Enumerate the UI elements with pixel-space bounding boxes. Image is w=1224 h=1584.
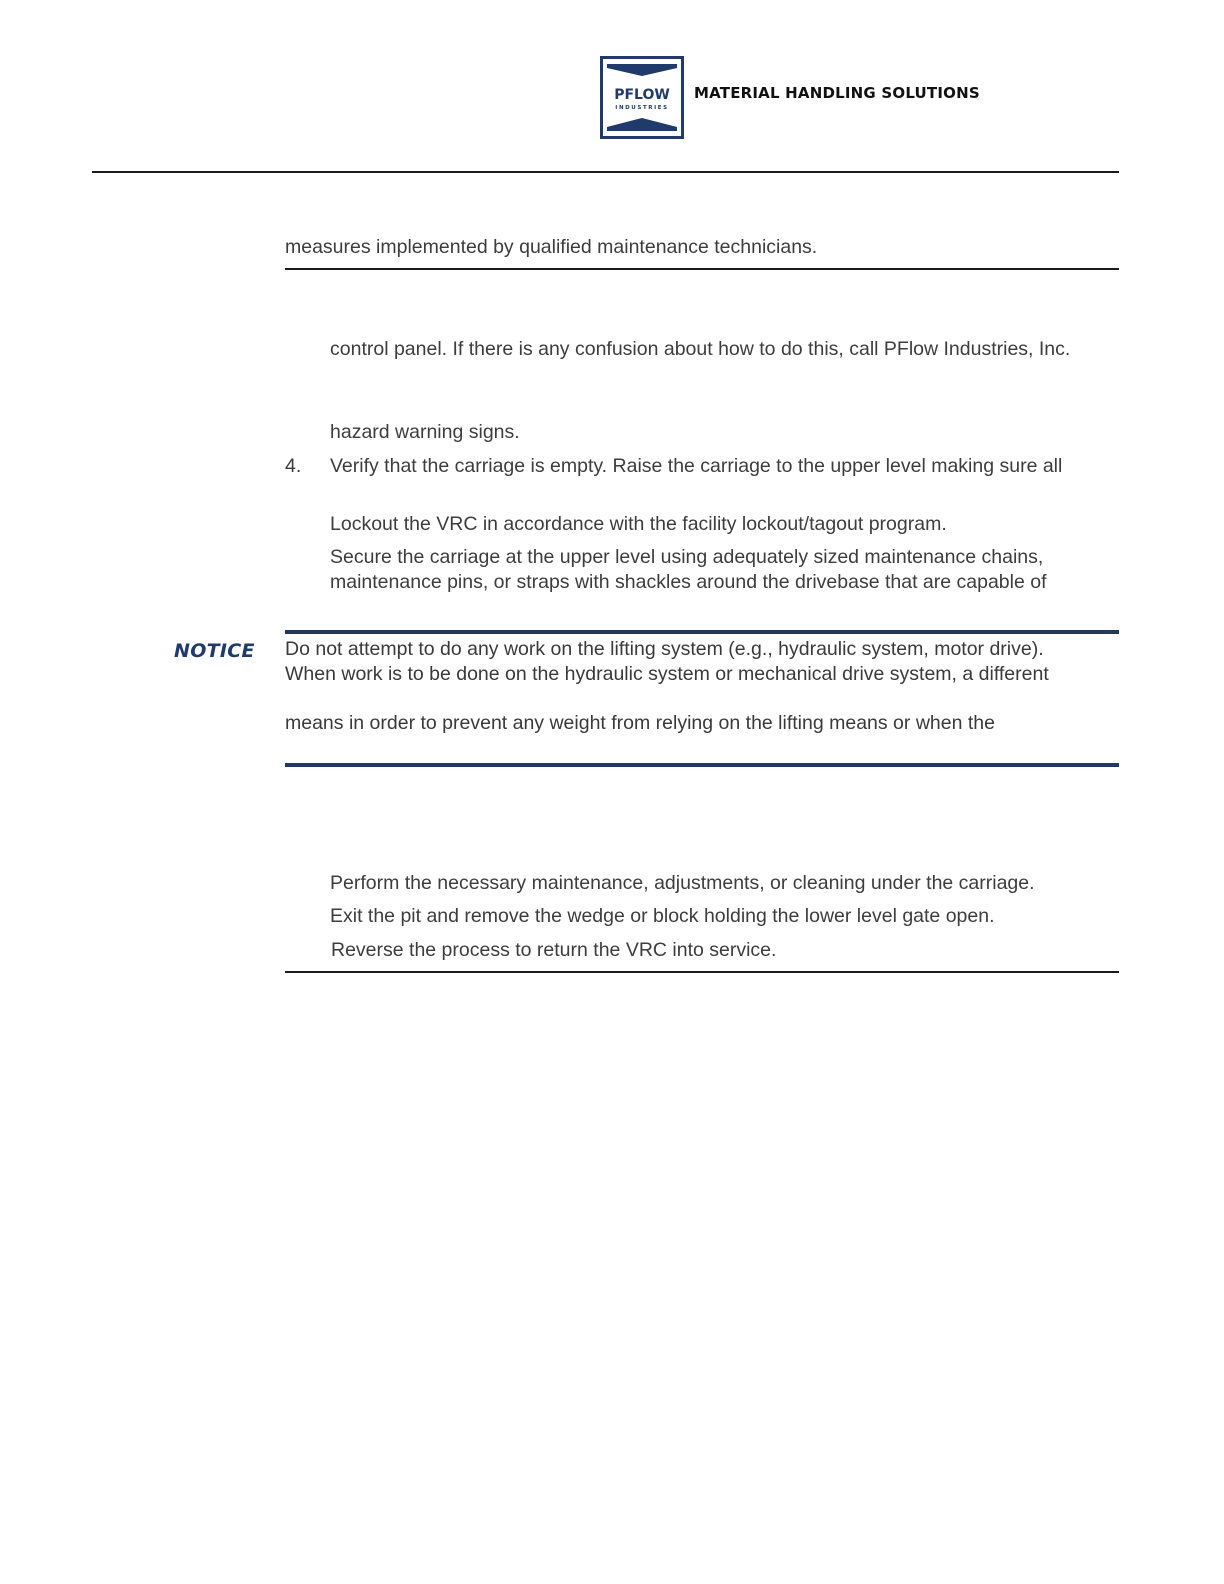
notice-top-rule [285, 630, 1119, 634]
text-reverse-process: Reverse the process to return the VRC into service. [331, 939, 777, 961]
step-4-number: 4. [285, 455, 302, 477]
step-4-text: Verify that the carriage is empty. Raise the carriage to the upper level making sure all [330, 455, 1063, 477]
text-hazard-signs: hazard warning signs. [330, 421, 520, 443]
section-divider-bottom [285, 971, 1119, 973]
pflow-logo [600, 56, 684, 139]
notice-label: NOTICE [174, 640, 255, 662]
text-exit-pit: Exit the pit and remove the wedge or block holding the lower level gate open. [330, 905, 995, 927]
notice-line-2: When work is to be done on the hydraulic system or mechanical drive system, a different [285, 663, 1049, 685]
text-secure-line-2: maintenance pins, or straps with shackles around the drivebase that are capable of [330, 571, 1047, 593]
logo-brand-text: PFLOW [614, 87, 670, 103]
brand-tagline: MATERIAL HANDLING SOLUTIONS [694, 84, 980, 102]
text-perform-maintenance: Perform the necessary maintenance, adjustments, or cleaning under the carriage. [330, 872, 1035, 894]
text-measures: measures implemented by qualified maintenance technicians. [285, 236, 818, 258]
notice-bottom-rule [285, 763, 1119, 767]
section-divider-top [285, 268, 1119, 270]
text-control-panel: control panel. If there is any confusion about how to do this, call PFlow Industries, Inc. [330, 338, 1071, 360]
notice-line-1: Do not attempt to do any work on the lifting system (e.g., hydraulic system, motor drive). [285, 638, 1044, 660]
text-secure-line-1: Secure the carriage at the upper level using adequately sized maintenance chains, [330, 546, 1044, 568]
pflow-logo-icon [600, 56, 684, 139]
header-divider [92, 171, 1119, 173]
logo-sub-text: INDUSTRIES [615, 105, 669, 111]
notice-line-3: means in order to prevent any weight from relying on the lifting means or when the [285, 712, 995, 734]
text-lockout: Lockout the VRC in accordance with the facility lockout/tagout program. [330, 513, 947, 535]
